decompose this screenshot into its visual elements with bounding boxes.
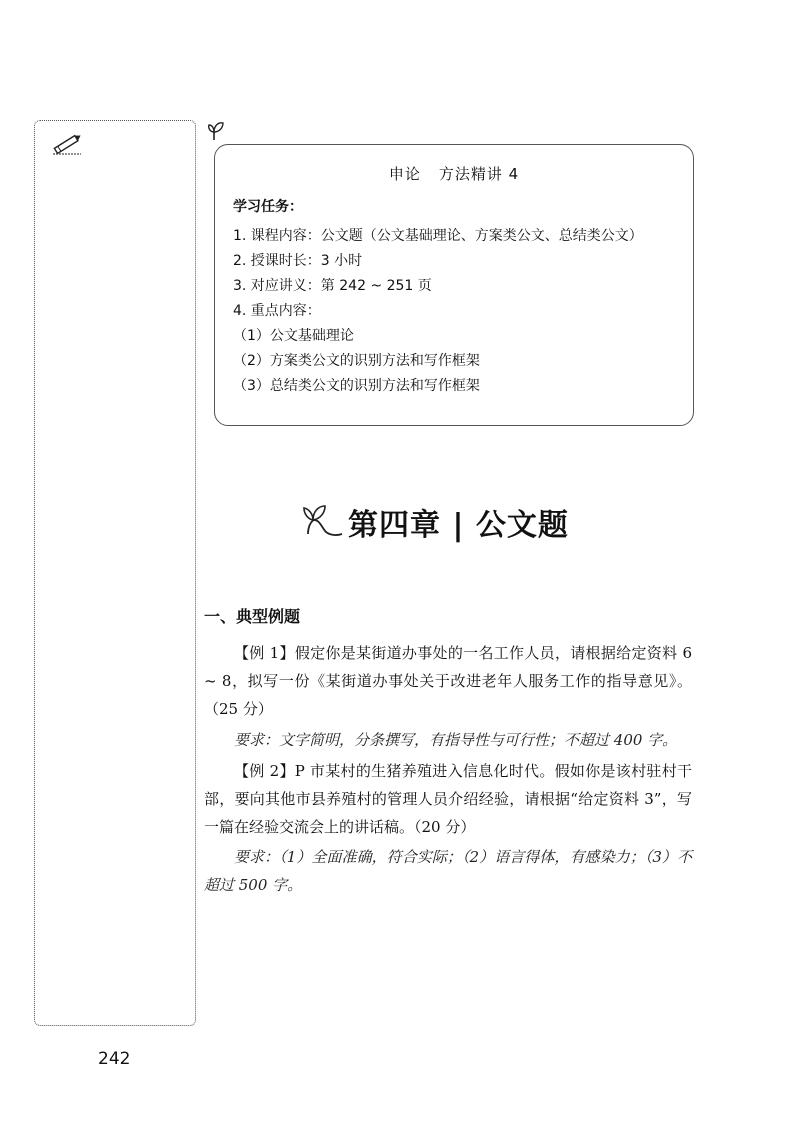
task-item-course: 1. 课程内容：公文题（公文基础理论、方案类公文、总结类公文） [233, 228, 643, 244]
sprout-icon [208, 120, 238, 146]
task-subtitle: 学习任务： [233, 199, 303, 215]
chapter-title: 第四章 | 公文题 [348, 508, 569, 543]
task-subitem-1: （1）公文基础理论 [233, 328, 354, 344]
notes-margin [34, 120, 196, 1026]
task-title-subject: 申论 [388, 165, 421, 183]
chapter-heading [300, 494, 569, 550]
task-item-key-points: 4. 重点内容： [233, 303, 321, 319]
task-title-lesson: 方法精讲 4 [438, 165, 520, 183]
sprout-icon [300, 500, 344, 544]
section-heading: 一、典型例题 [204, 607, 301, 626]
task-box-title [233, 163, 693, 184]
task-subitem-2: （2）方案类公文的识别方法和写作框架 [233, 353, 480, 369]
example-1-requirements: 要求：文字简明，分条撰写，有指导性与可行性；不超过 400 字。 [234, 731, 678, 749]
pencil-icon [49, 131, 85, 161]
example-2-requirements: 要求：（1）全面准确，符合实际；（2）语言得体，有感染力；（3）不超过 500 字。 [204, 848, 692, 894]
page-number: 242 [98, 1049, 131, 1069]
example-1-text: 【例 1】假定你是某街道办事处的一名工作人员，请根据给定资料 6 ~ 8，拟写一份《某街道办事处关于改进老年人服务工作的指导意见》。（25 分） [204, 644, 692, 718]
example-2-text: 【例 2】P 市某村的生猪养殖进入信息化时代。假如你是该村驻村干部，要向其他市县养殖村的管理人员介绍经验，请根据“给定资料 3”，写一篇在经验交流会上的讲话稿。（20 分） [204, 762, 692, 836]
task-item-handout: 3. 对应讲义：第 242 ~ 251 页 [233, 278, 432, 294]
learning-task-box [214, 144, 694, 426]
task-subitem-3: （3）总结类公文的识别方法和写作框架 [233, 378, 480, 394]
task-item-duration: 2. 授课时长：3 小时 [233, 253, 363, 269]
